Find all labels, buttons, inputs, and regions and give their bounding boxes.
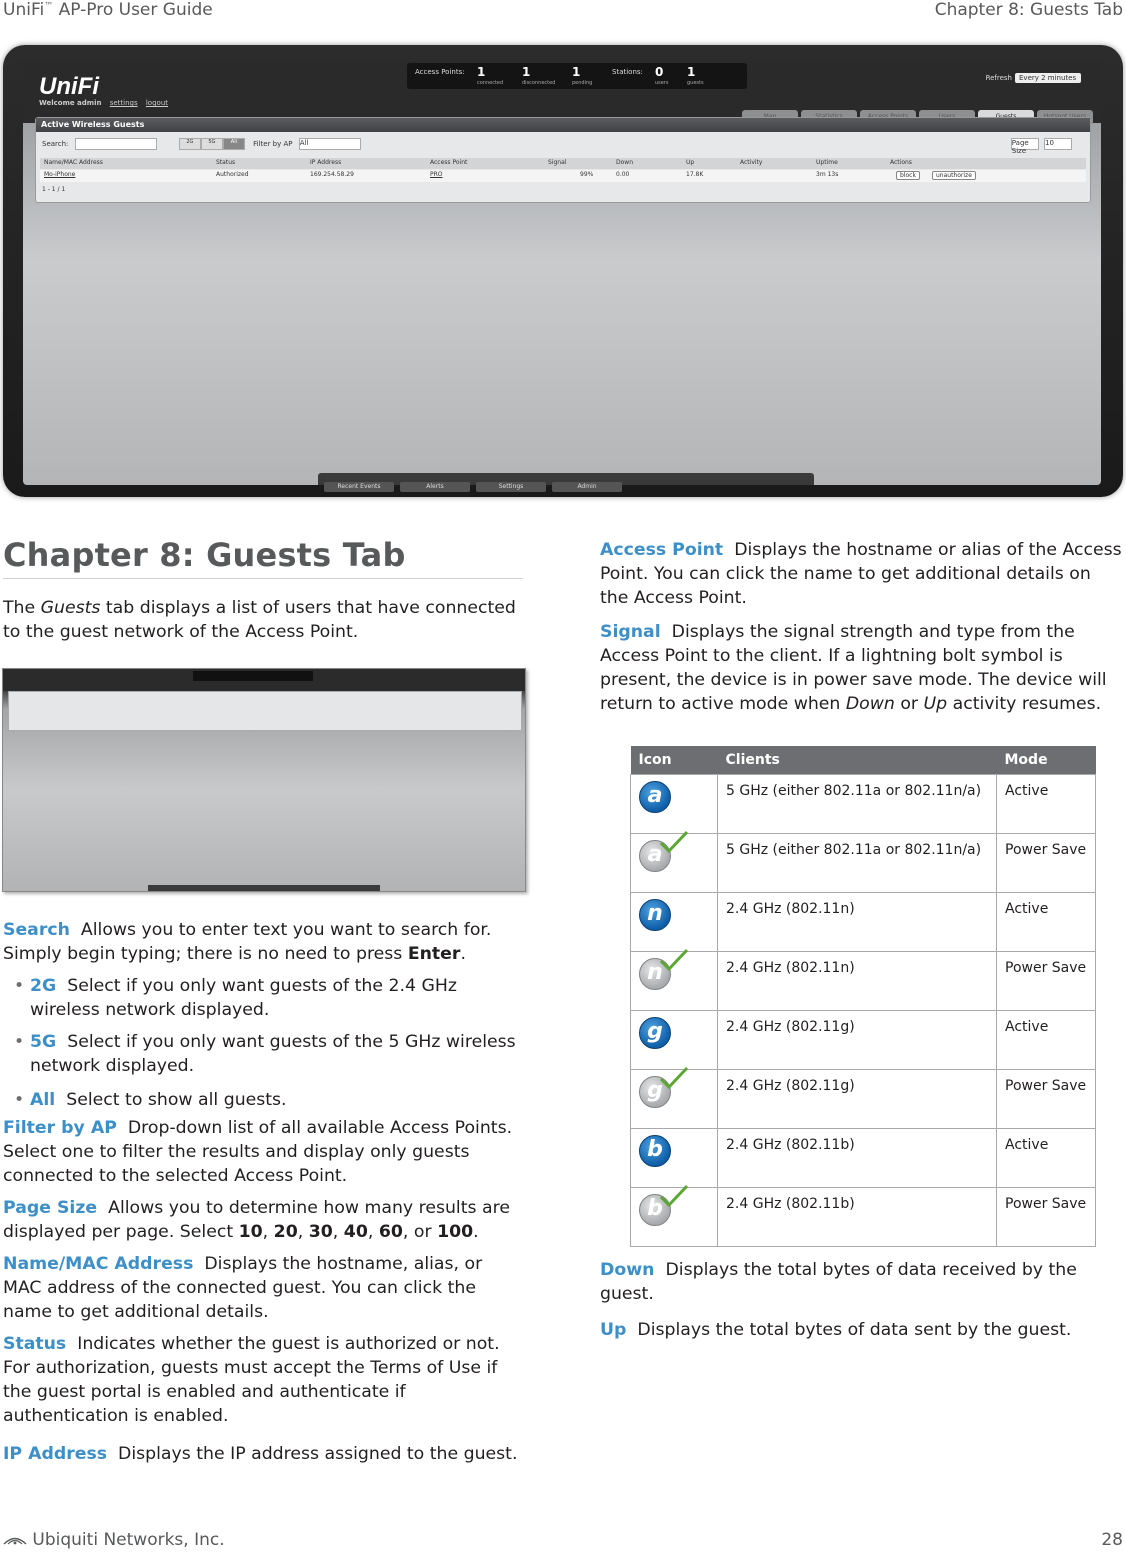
table-row: a 5 GHz (either 802.11a or 802.11n/a) Active <box>631 775 1096 834</box>
settings-link[interactable]: settings <box>109 99 138 107</box>
intro-paragraph: The Guests tab displays a list of users that have connected to the guest network of the Access Point. <box>3 598 516 642</box>
ip-address-description: IP Address Displays the IP address assigned to the guest. <box>3 1444 518 1464</box>
page-size-description: Page Size Allows you to determine how many results are displayed per page. Select 10, 20, 30, 40, 60, or 100. <box>3 1198 510 1242</box>
table-row: b 2.4 GHz (802.11b) Active <box>631 1129 1096 1188</box>
signal-g-active-icon: g <box>639 1017 671 1049</box>
check-icon <box>658 829 690 855</box>
check-icon <box>658 1183 690 1209</box>
filter-2g[interactable]: 2G <box>179 138 201 150</box>
check-icon <box>658 1065 690 1091</box>
check-icon <box>658 947 690 973</box>
active-guests-panel: Active Wireless Guests Search: 2G 5G All Filter by AP All Page Size 10 Name/MAC Address Status IP Address Access Point Signal Down Up Activity Uptime Actions Mo-iPhone Authorized 169.254.58.29 PRO 99% 0.00 17.8K 3m 13s block unauthorize 1 - 1 / 1 <box>35 117 1091 203</box>
stats-bar: Access Points: 1 connected 1 disconnected 1 pending Stations: 0 users 1 guests <box>407 63 747 89</box>
guest-name-link[interactable]: Mo-iPhone <box>44 171 76 178</box>
chapter-title: Chapter 8: Guests Tab <box>3 536 406 574</box>
signal-g-power-save-icon: g <box>639 1076 671 1108</box>
logout-link[interactable]: logout <box>145 99 168 107</box>
panel-title: Active Wireless Guests <box>36 118 1090 132</box>
access-point-description: Access Point Displays the hostname or alias of the Access Point. You can click the name to get additional details on the Access Point. <box>600 540 1122 608</box>
list-item: • All Select to show all guests. <box>14 1090 287 1110</box>
guests-tab-screenshot <box>3 45 1123 497</box>
unifi-logo: UniFi <box>39 73 99 100</box>
table-header: Name/MAC Address Status IP Address Access Point Signal Down Up Activity Uptime Actions <box>40 158 1086 169</box>
page-number: 28 <box>1101 1530 1123 1550</box>
signal-n-active-icon: n <box>639 899 671 931</box>
search-description: Search Allows you to enter text you want to search for. Simply begin typing; there is no need to press Enter. <box>3 920 492 964</box>
column-header-clients: Clients <box>718 746 997 775</box>
running-header-chapter: Chapter 8: Guests Tab <box>934 0 1123 20</box>
ubiquiti-logo-icon <box>3 1535 27 1545</box>
alerts-tab[interactable]: Alerts <box>400 482 470 492</box>
block-button[interactable]: block <box>896 171 920 180</box>
table-row: g 2.4 GHz (802.11g) Power Save <box>631 1070 1096 1129</box>
list-item: • 5G Select if you only want guests of the 5 GHz wireless network displayed. <box>14 1032 516 1076</box>
ap-link[interactable]: PRO <box>430 171 443 178</box>
signal-description: Signal Displays the signal strength and type from the Access Point to the client. If a lightning bolt symbol is present, the device is in power save mode. The device will return to active mode when Down or Up activity resumes. <box>600 622 1107 714</box>
recent-events-tab[interactable]: Recent Events <box>324 482 394 492</box>
down-description: Down Displays the total bytes of data received by the guest. <box>600 1260 1077 1304</box>
filter-5g[interactable]: 5G <box>201 138 223 150</box>
list-item: • 2G Select if you only want guests of the 2.4 GHz wireless network displayed. <box>14 976 457 1020</box>
name-mac-description: Name/MAC Address Displays the hostname, alias, or MAC address of the connected guest. You can click the name to get additional details. <box>3 1254 483 1322</box>
divider <box>3 578 523 579</box>
page-size-select[interactable]: 10 <box>1044 138 1072 150</box>
welcome-text: Welcome admin settings logout <box>39 99 168 107</box>
signal-a-active-icon: a <box>639 781 671 813</box>
table-row: b 2.4 GHz (802.11b) Power Save <box>631 1188 1096 1247</box>
filter-description: Filter by AP Drop-down list of all available Access Points. Select one to filter the results and display only guests connected to the selected Access Point. <box>3 1118 513 1186</box>
signal-a-power-save-icon: a <box>639 840 671 872</box>
unauthorize-button[interactable]: unauthorize <box>932 171 976 180</box>
table-row: n 2.4 GHz (802.11n) Active <box>631 893 1096 952</box>
up-description: Up Displays the total bytes of data sent by the guest. <box>600 1320 1072 1340</box>
column-header-icon: Icon <box>631 746 718 775</box>
column-header-mode: Mode <box>997 746 1096 775</box>
footer-company: Ubiquiti Networks, Inc. <box>3 1530 225 1550</box>
table-row: g 2.4 GHz (802.11g) Active <box>631 1011 1096 1070</box>
table-row: a 5 GHz (either 802.11a or 802.11n/a) Power Save <box>631 834 1096 893</box>
bottom-bar <box>318 473 814 490</box>
signal-b-power-save-icon: b <box>639 1194 671 1226</box>
settings-tab[interactable]: Settings <box>476 482 546 492</box>
filter-all[interactable]: All <box>223 138 245 150</box>
signal-b-active-icon: b <box>639 1135 671 1167</box>
refresh-control[interactable]: Refresh Every 2 minutes <box>986 73 1081 83</box>
filter-by-ap-select[interactable]: All <box>299 138 361 150</box>
table-row: n 2.4 GHz (802.11n) Power Save <box>631 952 1096 1011</box>
search-input[interactable] <box>75 138 157 150</box>
admin-tab[interactable]: Admin <box>552 482 622 492</box>
signal-n-power-save-icon: n <box>639 958 671 990</box>
guests-tab-thumbnail <box>2 668 526 892</box>
table-row: Mo-iPhone Authorized 169.254.58.29 PRO 99% 0.00 17.8K 3m 13s block unauthorize <box>40 170 1086 182</box>
status-description: Status Indicates whether the guest is authorized or not. For authorization, guests must accept the Terms of Use if the guest portal is enabled and authenticate if authentication is enabled. <box>3 1334 500 1426</box>
signal-icon-table <box>630 746 1096 1247</box>
pager: 1 - 1 / 1 <box>42 186 66 193</box>
running-header-guide: UniFi™ AP-Pro User Guide <box>3 0 213 20</box>
